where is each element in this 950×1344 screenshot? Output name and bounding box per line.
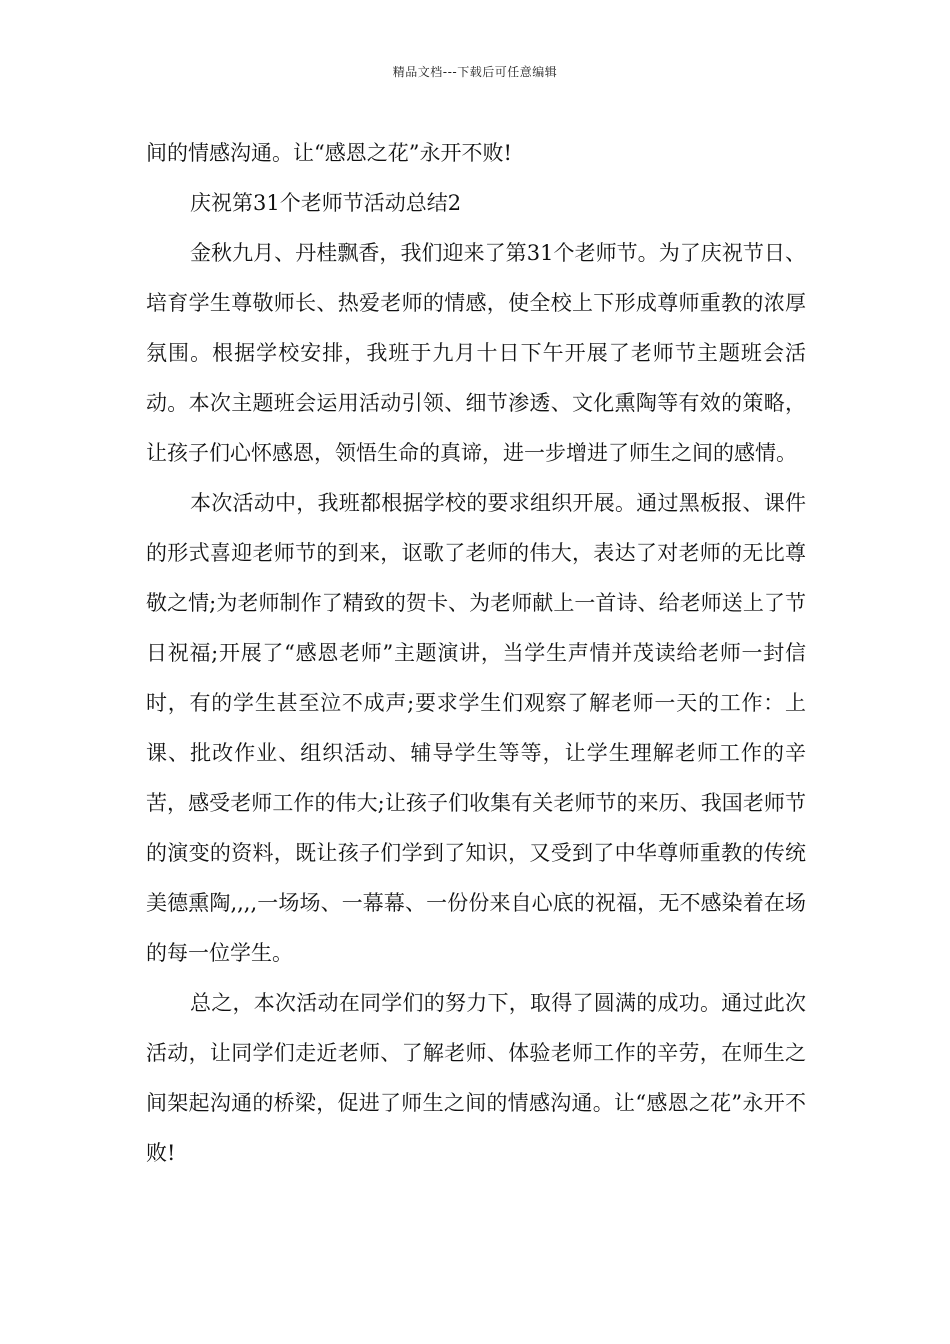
paragraph-continued: 间的情感沟通。让“感恩之花”永开不败!: [146, 141, 512, 165]
paragraph: 金秋九月、丹桂飘香，我们迎来了第31个老师节。为了庆祝节日、培育学生尊敬师长、热爱老师的情感，使全校上下形成尊师重教的浓厚氛围。根据学校安排，我班于九月十日下午开展了老师节主题班会活动。本次主题班会运用活动引领、细节渗透、文化熏陶等有效的策略，让孩子们心怀感恩，领悟生命的真谛，进一步增进了师生之间的感情。: [146, 241, 806, 465]
document-body: [146, 128, 806, 1178]
paragraph: 总之，本次活动在同学们的努力下，取得了圆满的成功。通过此次活动，让同学们走近老师、了解老师、体验老师工作的辛劳，在师生之间架起沟通的桥梁，促进了师生之间的情感沟通。让“感恩之花”永开不败!: [146, 991, 806, 1165]
paragraph: 本次活动中，我班都根据学校的要求组织开展。通过黑板报、课件的形式喜迎老师节的到来，讴歌了老师的伟大，表达了对老师的无比尊敬之情;为老师制作了精致的贺卡、为老师献上一首诗、给老师送上了节日祝福;开展了“感恩老师”主题演讲，当学生声情并茂读给老师一封信时，有的学生甚至泣不成声;要求学生们观察了解老师一天的工作：上课、批改作业、组织活动、辅导学生等等，让学生理解老师工作的辛苦，感受老师工作的伟大;让孩子们收集有关老师节的来历、我国老师节的演变的资料，既让孩子们学到了知识，又受到了中华尊师重教的传统美德熏陶,,,,一场场、一幕幕、一份份来自心底的祝福，无不感染着在场的每一位学生。: [146, 491, 806, 965]
section-title: 庆祝第31个老师节活动总结2: [190, 191, 462, 215]
page-header: 精品文档---下载后可任意编辑: [392, 65, 558, 79]
